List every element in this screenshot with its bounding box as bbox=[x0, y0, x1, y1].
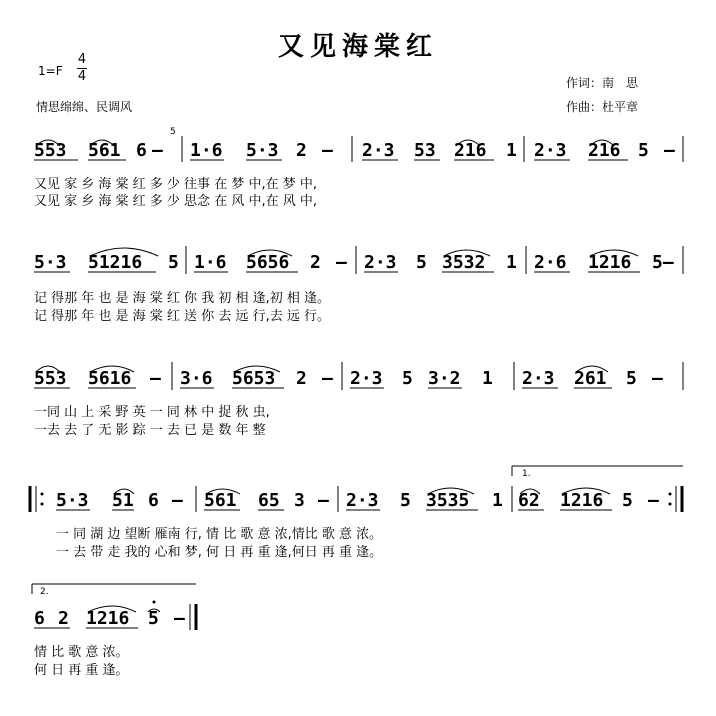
repeat-dot bbox=[41, 493, 44, 496]
note-group: 3 bbox=[294, 490, 305, 511]
note-group: 3·2 bbox=[428, 368, 461, 389]
note-group: 65 bbox=[258, 490, 280, 511]
note-group: 216 bbox=[588, 140, 621, 161]
note-group: 5 bbox=[626, 368, 637, 389]
note-group: 2·3 bbox=[350, 368, 383, 389]
note-group: – bbox=[322, 368, 333, 389]
score-row-4 bbox=[30, 466, 683, 560]
time-signature-top: 4 bbox=[77, 52, 87, 67]
note-group: 5 bbox=[622, 490, 633, 511]
score-row-3 bbox=[34, 362, 683, 438]
composer-credit: 作曲：杜平章 bbox=[566, 100, 639, 114]
note-group: 553 bbox=[34, 368, 67, 389]
lyrics-verse-1: 又见 家 乡 海 棠 红 多 少 往事 在 梦 中,在 梦 中, bbox=[34, 177, 317, 192]
note-group: 261 bbox=[574, 368, 607, 389]
note-group: 5656 bbox=[246, 252, 290, 273]
lyrics-verse-2: 何 日 再 重 逢。 bbox=[34, 663, 129, 678]
note-group: 1 bbox=[506, 252, 517, 273]
note-group: 2·3 bbox=[346, 490, 379, 511]
lyrics-verse-2: 记 得那 年 也 是 海 棠 红 送 你 去 远 行,去 远 行。 bbox=[34, 309, 330, 324]
note-group: 2 bbox=[296, 368, 307, 389]
note-group: 5 bbox=[148, 608, 159, 629]
note-group: 1 bbox=[506, 140, 517, 161]
repeat-dot bbox=[669, 493, 672, 496]
note-group: – bbox=[664, 140, 675, 161]
note-group: – bbox=[152, 140, 163, 161]
grace-note: 5 bbox=[170, 127, 176, 137]
note-group: 2·3 bbox=[364, 252, 397, 273]
note-group: 2 bbox=[310, 252, 321, 273]
note-group: 5653 bbox=[232, 368, 276, 389]
lyrics-verse-2: 又见 家 乡 海 棠 红 多 少 思念 在 风 中,在 风 中, bbox=[34, 194, 317, 209]
note-group: – bbox=[172, 490, 183, 511]
note-group: – bbox=[174, 608, 185, 629]
note-group: 2·3 bbox=[534, 140, 567, 161]
note-group: – bbox=[322, 140, 333, 161]
score-row-1 bbox=[34, 127, 683, 209]
volta-1-label: 1. bbox=[522, 469, 531, 479]
note-group: 6 bbox=[136, 140, 147, 161]
note-group: 2 bbox=[296, 140, 307, 161]
note-group: – bbox=[150, 368, 161, 389]
note-group: 561 bbox=[204, 490, 237, 511]
note-group: 6 bbox=[34, 608, 45, 629]
style-marking: 情思绵绵、民调风 bbox=[36, 100, 133, 114]
volta-2-label: 2. bbox=[40, 587, 49, 597]
time-signature-bottom: 4 bbox=[77, 69, 87, 84]
note-group: 5·3 bbox=[34, 252, 67, 273]
lyrics-verse-2: 一 去 带 走 我的 心和 梦, 何 日 再 重 逢,何日 再 重 逢。 bbox=[56, 545, 383, 560]
note-group: 2·6 bbox=[534, 252, 567, 273]
lyrics-verse-1: 记 得那 年 也 是 海 棠 红 你 我 初 相 逢,初 相 逢。 bbox=[34, 291, 330, 306]
note-group: 2·3 bbox=[522, 368, 555, 389]
lyrics-verse-1: 一 同 湖 边 望断 雁南 行, 情 比 歌 意 浓,情比 歌 意 浓。 bbox=[56, 527, 383, 542]
note-group: 3532 bbox=[442, 252, 486, 273]
note-group: – bbox=[336, 252, 347, 273]
note-group: 5616 bbox=[88, 368, 132, 389]
note-group: 51216 bbox=[88, 252, 143, 273]
note-group: 5– bbox=[652, 252, 674, 273]
note-group: 1216 bbox=[560, 490, 604, 511]
key-signature: 1=F bbox=[38, 64, 63, 78]
lyrics-verse-2: 一去 去 了 无 影 踪 一 去 已 是 数 年 整 bbox=[34, 423, 266, 438]
note-group: 5·3 bbox=[246, 140, 279, 161]
fermata-dot bbox=[153, 601, 156, 604]
lyrics-verse-1: 情 比 歌 意 浓。 bbox=[34, 645, 129, 660]
note-group: – bbox=[648, 490, 659, 511]
score-row-2 bbox=[34, 246, 683, 324]
note-group: 3535 bbox=[426, 490, 470, 511]
note-group: 5 bbox=[638, 140, 649, 161]
note-group: 561 bbox=[88, 140, 121, 161]
note-group: 1216 bbox=[86, 608, 130, 629]
song-title: 又见海棠红 bbox=[277, 32, 438, 62]
note-group: 1·6 bbox=[190, 140, 223, 161]
note-group: 62 bbox=[518, 490, 540, 511]
note-group: 5 bbox=[416, 252, 427, 273]
note-group: 2 bbox=[58, 608, 69, 629]
note-group: – bbox=[318, 490, 329, 511]
repeat-dot bbox=[669, 503, 672, 506]
note-group: 5 bbox=[400, 490, 411, 511]
note-group: 3·6 bbox=[180, 368, 213, 389]
note-group: 5·3 bbox=[56, 490, 89, 511]
note-group: 53 bbox=[414, 140, 436, 161]
note-group: 2·3 bbox=[362, 140, 395, 161]
note-group: 1·6 bbox=[194, 252, 227, 273]
note-group: 553 bbox=[34, 140, 67, 161]
note-group: 5 bbox=[402, 368, 413, 389]
note-group: 216 bbox=[454, 140, 487, 161]
score-row-5 bbox=[32, 584, 196, 678]
repeat-dot bbox=[41, 503, 44, 506]
note-group: – bbox=[652, 368, 663, 389]
note-group: 51 bbox=[112, 490, 134, 511]
note-group: 1 bbox=[482, 368, 493, 389]
note-group: 6 bbox=[148, 490, 159, 511]
lyrics-verse-1: 一同 山 上 采 野 英 一 同 林 中 捉 秋 虫, bbox=[34, 405, 270, 420]
note-group: 1 bbox=[492, 490, 503, 511]
note-group: 5 bbox=[168, 252, 179, 273]
lyricist-credit: 作词：南 思 bbox=[566, 76, 639, 90]
note-group: 1216 bbox=[588, 252, 632, 273]
